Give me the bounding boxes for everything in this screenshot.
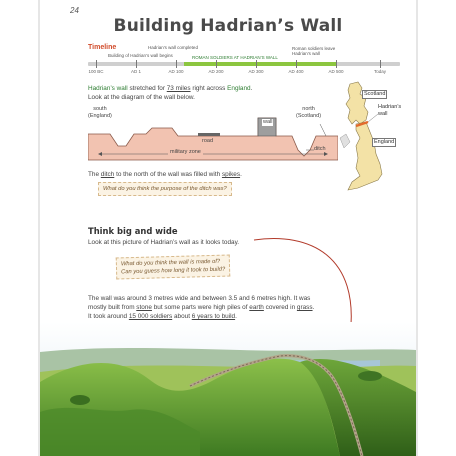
term-ditch: ditch: [100, 171, 115, 178]
para-text: but some parts were high piles of: [151, 304, 250, 311]
landscape-svg: [40, 322, 416, 456]
timeline-date: AD 400: [288, 69, 304, 74]
term-spikes: spikes: [221, 171, 241, 178]
label-ditch: ditch: [314, 146, 326, 152]
callout-line: What do you think the wall is made of?: [120, 258, 221, 268]
label-road: road: [202, 138, 214, 144]
timeline-tick: [256, 60, 257, 68]
question-callout-wall: [116, 255, 231, 280]
timeline-date: AD 300: [248, 69, 264, 74]
page-edge-right: [416, 0, 418, 456]
page-title: Building Hadrian’s Wall: [113, 16, 343, 36]
ditch-text: .: [240, 171, 242, 178]
timeline-note-roman-soldiers: ROMAN SOLDIERS AT HADRIAN’S WALL: [192, 55, 278, 60]
term-stone: stone: [136, 304, 152, 311]
timeline-date: AD 1: [130, 69, 142, 74]
para-line-3: [88, 312, 237, 321]
timeline-tick: [136, 60, 137, 68]
map-label-england: England: [374, 139, 395, 145]
map-label-scotland: Scotland: [364, 91, 386, 97]
map-label-hadrians-wall: Hadrian’s wall: [378, 104, 402, 117]
term-73-miles: 73 miles: [166, 85, 191, 92]
timeline-tick: [336, 60, 337, 68]
para-line-2: [88, 303, 314, 312]
label-north: north (Scotland): [296, 106, 322, 119]
book-page: [40, 0, 416, 456]
hadrians-wall-pointer: [368, 114, 378, 122]
para-text: about: [172, 313, 192, 320]
timeline-date: Today: [373, 69, 387, 74]
timeline-tick: [296, 60, 297, 68]
timeline-label: Timeline: [88, 44, 117, 51]
timeline-date: AD 200: [208, 69, 224, 74]
question-callout-ditch: What do you think the purpose of the ditch was?: [98, 182, 232, 196]
section-intro: Look at this picture of Hadrian’s wall as it looks today.: [88, 239, 240, 246]
tree: [70, 395, 90, 405]
intro-text: right across: [190, 85, 228, 92]
timeline-note-soldiers-leave: Roman soldiers leave Hadrian’s wall: [292, 46, 336, 56]
para-text: It took around: [88, 313, 129, 320]
para-line-1: The wall was around 3 metres wide and between 3.5 and 6 metres high. It was: [88, 295, 311, 302]
north-pointer: [320, 124, 326, 136]
ditch-text: The: [88, 171, 101, 178]
timeline-tick: [96, 60, 97, 68]
term-soldiers: 15 000 soldiers: [128, 313, 173, 320]
timeline-roman-period: [184, 62, 336, 66]
timeline-note-wall-completed: Hadrian’s wall completed: [148, 45, 198, 50]
timeline-date: AD 100: [168, 69, 184, 74]
term-grass: grass: [296, 304, 313, 311]
tree: [358, 371, 382, 381]
page-number: 24: [70, 6, 79, 15]
term-earth: earth: [249, 304, 264, 311]
england-shape: [348, 122, 382, 190]
timeline-bar: [88, 62, 400, 66]
timeline-tick: [176, 60, 177, 68]
intro-text: .: [250, 85, 253, 92]
timeline-note-wall-begins: Building of Hadrian’s wall begins: [108, 53, 173, 58]
timeline-date: 100 BC: [88, 69, 104, 74]
para-text: .: [312, 304, 315, 311]
label-military-zone: military zone: [170, 149, 201, 155]
label-wall: wall: [263, 119, 273, 125]
timeline-tick: [380, 60, 381, 68]
intro-text: stretched for: [127, 85, 167, 92]
ireland-shape: [340, 134, 350, 148]
para-text: .: [235, 313, 237, 320]
para-text: mostly built from: [88, 304, 137, 311]
term-hadrians-wall: Hadrian’s wall: [88, 85, 128, 92]
ditch-sentence: [88, 170, 242, 179]
timeline-tick: [216, 60, 217, 68]
wall-cross-section-diagram: [88, 106, 338, 166]
section-heading-think-big: Think big and wide: [88, 226, 178, 236]
road-strip: [198, 133, 220, 136]
callout-line: Can you guess how long it took to build?: [121, 266, 226, 276]
para-text: covered in: [263, 304, 297, 311]
intro-line-2: Look at the diagram of the wall below.: [88, 94, 195, 101]
ditch-text: to the north of the wall was filled with: [114, 171, 222, 178]
timeline-date: AD 500: [328, 69, 344, 74]
label-south: south (England): [88, 106, 112, 119]
term-six-years: 6 years to build: [191, 313, 236, 320]
uk-map: [338, 80, 402, 198]
term-england: England: [227, 85, 251, 92]
scotland-shape: [346, 82, 368, 124]
hadrians-wall-photo: [40, 322, 416, 456]
intro-line-1: [88, 84, 252, 93]
